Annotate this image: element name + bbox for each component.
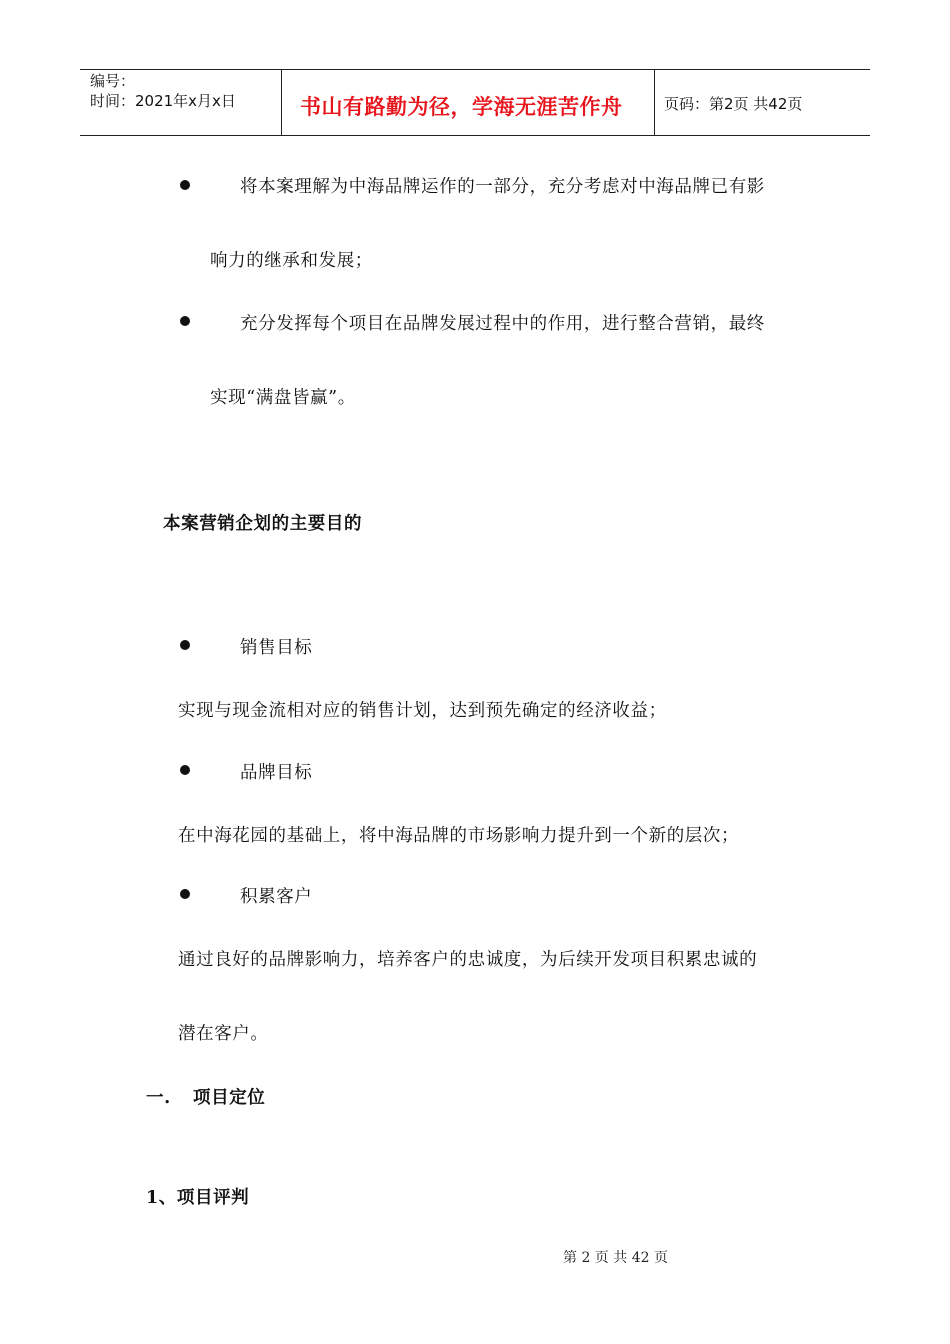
goal-desc-customers-line1: 通过良好的品牌影响力，培养客户的忠诚度，为后续开发项目积累忠诚的 [178,950,758,970]
goal-desc-brand: 在中海花园的基础上，将中海品牌的市场影响力提升到一个新的层次； [178,826,740,846]
header-time-label: 时间：2021年x月x日 [90,92,236,110]
header-divider-left [281,69,282,136]
goal-title-brand: 品牌目标 [240,763,313,783]
header-bottom-border [80,135,870,136]
bullet-icon [180,640,190,650]
bullet2-line1: 充分发挥每个项目在品牌发展过程中的作用，进行整合营销，最终 [240,314,765,334]
section-one-title: 项目定位 [193,1088,266,1108]
header-top-border [80,69,870,70]
header-motto: 书山有路勤为径，学海无涯苦作舟 [300,94,623,119]
bullet-icon [180,180,190,190]
subsection-title: 1、项目评判 [146,1188,250,1208]
goal-desc-customers-line2: 潜在客户。 [178,1024,269,1044]
bullet-icon [180,765,190,775]
footer-page-number: 第 2 页 共 42 页 [563,1250,668,1266]
bullet-icon [180,889,190,899]
goal-title-sales: 销售目标 [240,638,313,658]
header-number-label: 编号： [90,72,136,90]
header-divider-right [654,69,655,136]
bullet2-line2: 实现“满盘皆赢”。 [210,388,356,408]
bullet1-line2: 响力的继承和发展； [210,251,373,271]
section-one-number: 一. [146,1088,171,1108]
header-page-info: 页码：第2页 共42页 [664,95,803,113]
goal-title-customers: 积累客户 [240,887,313,907]
bullet-icon [180,316,190,326]
bullet1-line1: 将本案理解为中海品牌运作的一部分，充分考虑对中海品牌已有影 [240,177,765,197]
purpose-heading: 本案营销企划的主要目的 [163,514,363,534]
goal-desc-sales: 实现与现金流相对应的销售计划，达到预先确定的经济收益； [178,701,667,721]
